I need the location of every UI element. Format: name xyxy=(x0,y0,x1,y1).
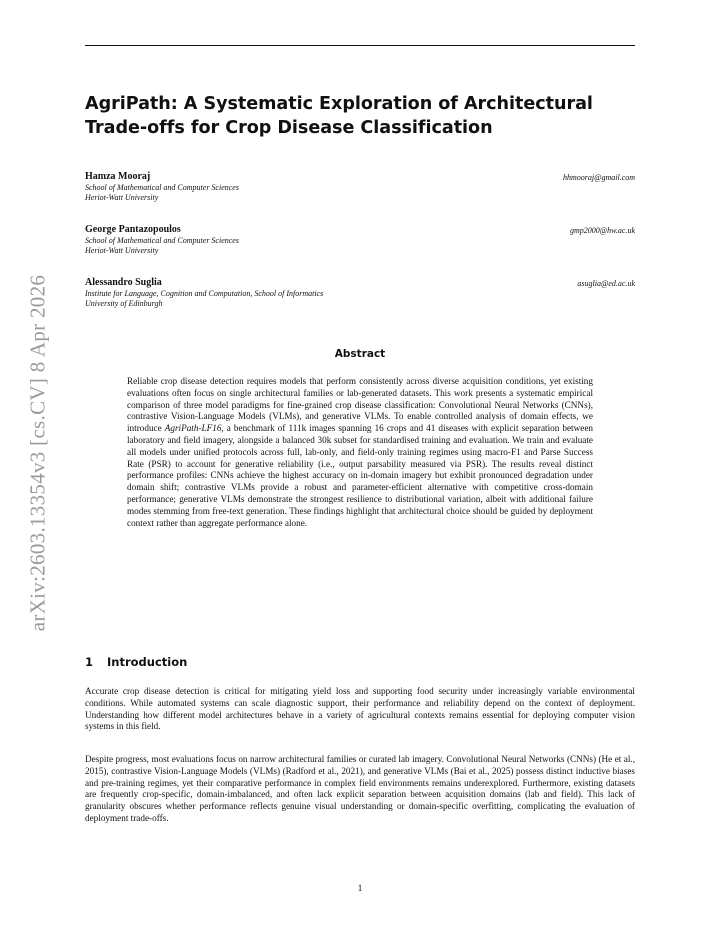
abstract-text-part-1: Reliable crop disease detection requires models that perform consistently across diverse acquisition conditions, yet existing evaluations often focus on single architectural families or lab-generated datasets. This work presents a systematic empirical comparison of three model paradigms for fine-grained crop disease classification: Convolutional Neural Networks (CNNs), contrastive Vision-Language Models (VLMs), and generative VLMs. To enable controlled analysis of domain effects, we introduce xyxy=(127,376,593,434)
author-institution: University of Edinburgh xyxy=(85,298,163,308)
section-number: 1 xyxy=(85,655,94,669)
author-affiliation: Institute for Language, Cognition and Computation, School of Informatics xyxy=(85,288,324,298)
author-email: hhmooraj@gmail.com xyxy=(562,173,635,182)
author-institution: Heriot-Watt University xyxy=(85,192,159,202)
author-affiliation: School of Mathematical and Computer Sciences xyxy=(85,235,239,245)
author-name: Hamza Mooraj xyxy=(85,171,151,182)
author-name: George Pantazopoulos xyxy=(85,224,181,235)
author-email: gmp2000@hw.ac.uk xyxy=(570,226,635,235)
dataset-name: AgriPath-LF16 xyxy=(164,423,222,434)
author-institution: Heriot-Watt University xyxy=(85,245,159,255)
intro-paragraph-1: Accurate crop disease detection is critical for mitigating yield loss and supporting food security under increasingly variable environmental conditions. While automated systems can scale diagnostic support, their performance and reliability depend on the context of deployment. Understanding how different model architectures behave in a variety of agricultural contexts remains essential for deploying computer vision systems in this field. xyxy=(85,686,635,732)
section-heading-introduction xyxy=(85,655,187,669)
arxiv-identifier-stamp: arXiv:2603.13354v3 [cs.CV] 8 Apr 2026 xyxy=(25,274,50,632)
top-rule xyxy=(85,45,635,46)
abstract-text xyxy=(127,376,593,529)
page-number: 1 xyxy=(357,884,363,894)
abstract-heading: Abstract xyxy=(334,348,386,360)
section-title: Introduction xyxy=(107,655,188,669)
author-block-1 xyxy=(85,172,635,203)
author-name: Alessandro Suglia xyxy=(85,277,162,288)
author-block-3 xyxy=(85,278,635,309)
author-block-2 xyxy=(85,225,635,256)
paper-title: AgriPath: A Systematic Exploration of Architectural Trade-offs for Crop Disease Classification xyxy=(85,94,593,138)
author-email: asuglia@ed.ac.uk xyxy=(577,279,635,288)
abstract-text-part-2: , a benchmark of 111k images spanning 16 crops and 41 diseases with explicit separation between laboratory and field imagery, alongside a balanced 30k subset for standardised training and evaluation. We train and evaluate all models under unified protocols across full, lab-only, and field-only training regimes using macro-F1 and Parse Success Rate (PSR) to account for generative reliability (i.e., output parsability measured via PSR). The results reveal distinct performance profiles: CNNs achieve the highest accuracy on in-domain imagery but exhibit pronounced degradation under domain shift; contrastive VLMs provide a robust and parameter-efficient alternative with competitive cross-domain performance; generative VLMs demonstrate the strongest resilience to distributional variation, albeit with additional failure modes stemming from free-text generation. These findings highlight that architectural choice should be guided by deployment context rather than aggregate performance alone. xyxy=(127,423,593,528)
intro-paragraph-2: Despite progress, most evaluations focus on narrow architectural families or curated lab imagery. Convolutional Neural Networks (CNNs) (He et al., 2015), contrastive Vision-Language Models (VLMs) (Radford et al., 2021), and generative VLMs (Bai et al., 2025) possess distinct inductive biases and pre-training regimes, yet their comparative performance in complex field environments remains underexplored. Furthermore, existing datasets are frequently crop-specific, domain-imbalanced, and often lack explicit separation between acquisition domains (lab and field). This lack of granularity obscures whether performance reflects genuine visual understanding or domain-specific overfitting, complicating the evaluation of deployment trade-offs. xyxy=(85,754,635,823)
author-affiliation: School of Mathematical and Computer Sciences xyxy=(85,182,239,192)
